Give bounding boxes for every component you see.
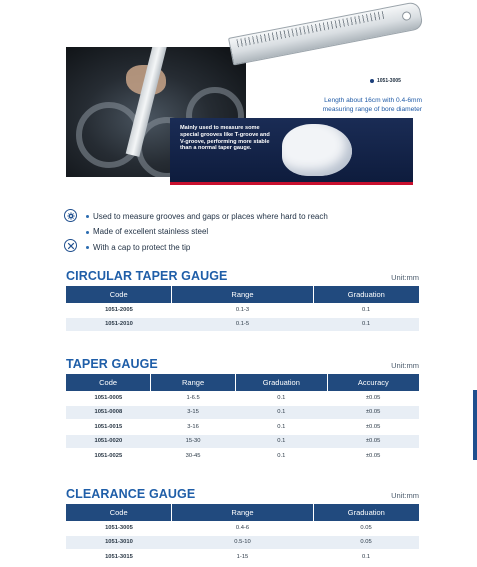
gear-icon (64, 209, 77, 222)
unit-label: Unit:mm (391, 361, 419, 370)
table-cell: 1051-0005 (66, 391, 151, 405)
table-cell: 0.1 (235, 449, 327, 464)
table-row (66, 391, 419, 405)
column-header: Code (66, 286, 172, 303)
bullet-dot (86, 246, 89, 249)
column-header: Code (66, 374, 151, 391)
table-cell: 1-6.5 (151, 391, 236, 405)
clearance-gauge-table (66, 504, 419, 565)
table-cell: 0.1-5 (172, 317, 313, 332)
feature-item (86, 240, 328, 256)
table-cell: 0.05 (313, 521, 419, 535)
table-header-row (66, 504, 419, 521)
table-cell: 0.1 (313, 550, 419, 565)
table-row (66, 535, 419, 550)
feature-text: With a cap to protect the tip (93, 242, 191, 252)
bullet-dot (370, 79, 374, 83)
table-header-row (66, 286, 419, 303)
tools-icon (64, 239, 77, 252)
ruler-body (228, 1, 424, 66)
table-cell: 1-15 (172, 550, 313, 565)
table-cell: 0.1 (235, 420, 327, 435)
bullet-dot (86, 215, 89, 218)
table-cell: 0.1 (235, 434, 327, 449)
table-cell: 3-16 (151, 420, 236, 435)
circular-taper-table (66, 286, 419, 332)
table-cell: ±0.05 (327, 391, 419, 405)
column-header: Range (172, 286, 313, 303)
feature-list (86, 209, 328, 256)
table-cell: 0.1 (235, 405, 327, 420)
ruler-description: Length about 16cm with 0.4-6mm measuring range of bore diameter (322, 97, 422, 113)
table-cell: ±0.05 (327, 434, 419, 449)
column-header: Graduation (313, 504, 419, 521)
table-cell: 0.05 (313, 535, 419, 550)
table-cell: 0.1-3 (172, 303, 313, 317)
section-title-clearance: CLEARANCE GAUGE (66, 487, 196, 501)
column-header: Graduation (313, 286, 419, 303)
table-row (66, 303, 419, 317)
table-cell: 1051-3010 (66, 535, 172, 550)
column-header: Range (151, 374, 236, 391)
feature-item (86, 225, 328, 241)
photo-caption: Mainly used to measure some special grooves like T-groove and V-groove, performing more stable than a normal taper gauge. (180, 125, 270, 152)
bullet-dot (86, 231, 89, 234)
unit-label: Unit:mm (391, 491, 419, 500)
table-row (66, 434, 419, 449)
table-cell: 15-30 (151, 434, 236, 449)
table-cell: 1051-3005 (66, 521, 172, 535)
table-cell: 0.1 (313, 303, 419, 317)
table-cell: 1051-0008 (66, 405, 151, 420)
table-cell: 0.4-6 (172, 521, 313, 535)
table-row (66, 550, 419, 565)
table-cell: ±0.05 (327, 449, 419, 464)
column-header: Graduation (235, 374, 327, 391)
table-cell: 0.1 (313, 317, 419, 332)
table-cell: 3-15 (151, 405, 236, 420)
table-row (66, 521, 419, 535)
feature-item (86, 209, 328, 225)
table-cell: 1051-3015 (66, 550, 172, 565)
table-row (66, 405, 419, 420)
ruler-code: 1051-3005 (377, 78, 401, 84)
column-header: Range (172, 504, 313, 521)
table-header-row (66, 374, 419, 391)
table-cell: 0.5-10 (172, 535, 313, 550)
table-cell: 1051-2010 (66, 317, 172, 332)
table-cell: 1051-0020 (66, 434, 151, 449)
ruler-code-label (370, 78, 401, 84)
table-cell: 1051-2005 (66, 303, 172, 317)
table-cell: 1051-0025 (66, 449, 151, 464)
table-row (66, 449, 419, 464)
unit-label: Unit:mm (391, 273, 419, 282)
glove-image (282, 124, 352, 176)
table-cell: 30-45 (151, 449, 236, 464)
table-cell: 0.1 (235, 391, 327, 405)
taper-gauge-table (66, 374, 419, 464)
table-cell: ±0.05 (327, 420, 419, 435)
column-header: Code (66, 504, 172, 521)
table-row (66, 317, 419, 332)
table-row (66, 420, 419, 435)
section-title-circular: CIRCULAR TAPER GAUGE (66, 269, 228, 283)
table-cell: 1051-0015 (66, 420, 151, 435)
feature-text: Made of excellent stainless steel (93, 227, 209, 237)
page-edge-marker (473, 390, 477, 460)
feature-text: Used to measure grooves and gaps or places where hard to reach (93, 211, 328, 221)
column-header: Accuracy (327, 374, 419, 391)
table-cell: ±0.05 (327, 405, 419, 420)
taper-ruler-image (228, 1, 421, 63)
section-title-taper: TAPER GAUGE (66, 357, 158, 371)
